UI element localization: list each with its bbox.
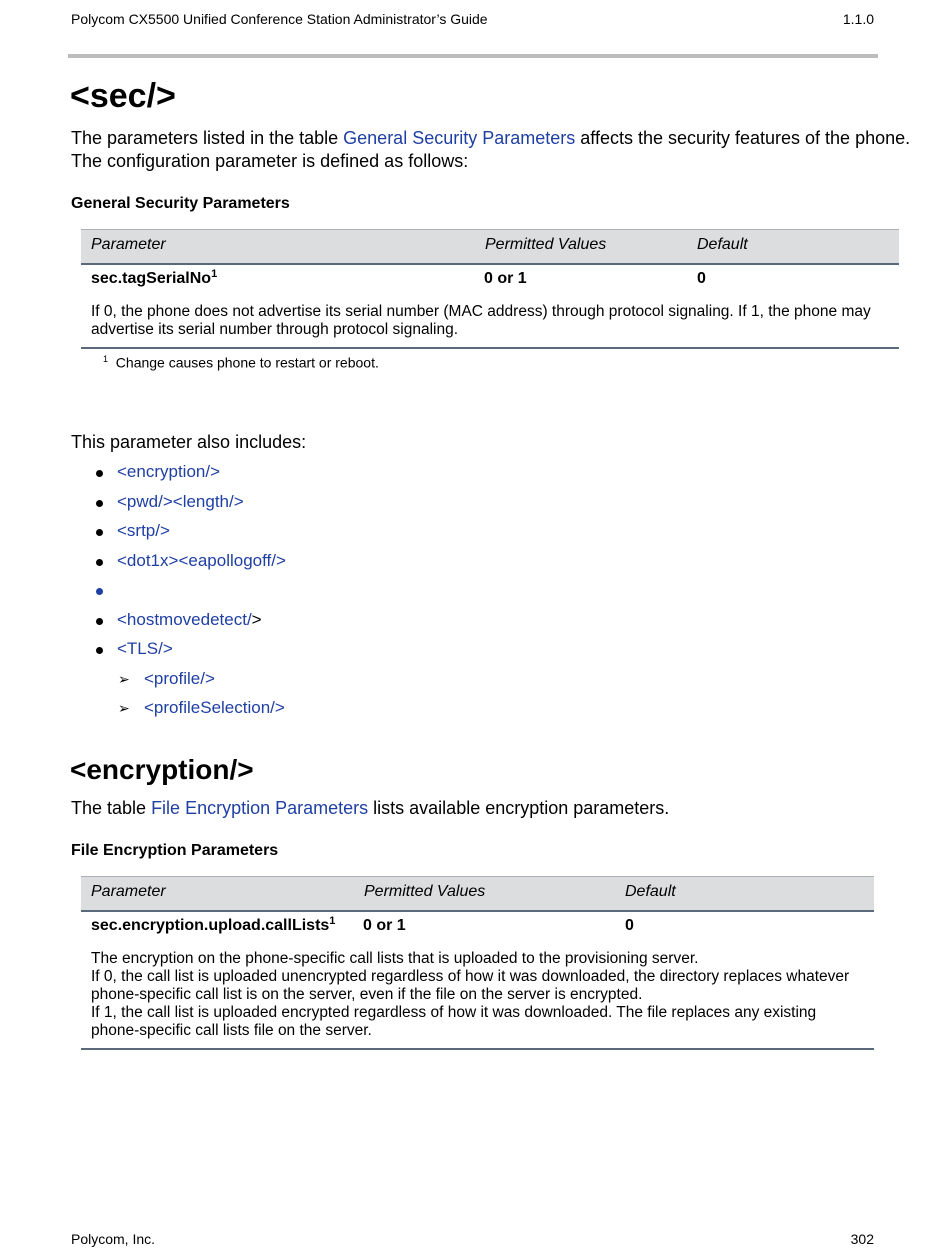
parameter-name: sec.tagSerialNo <box>91 270 212 287</box>
table-row-description <box>91 950 871 1040</box>
footer-company: Polycom, Inc. <box>71 1231 156 1247</box>
list-item <box>117 491 244 513</box>
header-doc-title: Polycom CX5500 Unified Conference Station Administrator’s Guide <box>71 11 488 27</box>
footnote-text: Change causes phone to restart or reboot. <box>115 354 379 371</box>
table-row-parameter <box>91 270 217 288</box>
table-row-permitted: 0 or 1 <box>363 917 406 934</box>
link-file-encryption-parameters[interactable]: File Encryption Parameters <box>151 798 369 818</box>
footer-page-number: 302 <box>850 1231 874 1247</box>
description-line: If 0, the call list is uploaded unencrypted regardless of how it was downloaded, the directory replaces whatever <box>91 968 850 985</box>
sec-intro <box>71 127 911 150</box>
table-row-default: 0 <box>625 917 634 934</box>
table-row-parameter <box>91 917 335 935</box>
description-line: If 0, the phone does not advertise its serial number (MAC address) through protocol signaling. If 1, the phone may <box>91 303 871 320</box>
list-item <box>118 697 285 719</box>
bullet <box>96 559 103 566</box>
column-header-permitted-values: Permitted Values <box>364 883 486 900</box>
header-rule <box>68 54 878 58</box>
encryption-intro-prefix: The table <box>71 798 152 818</box>
table-caption-file-encryption: File Encryption Parameters <box>71 842 279 859</box>
link-general-security-parameters[interactable]: General Security Parameters <box>343 128 576 148</box>
list-item <box>117 520 170 542</box>
column-header-parameter: Parameter <box>91 883 166 900</box>
description-line: The encryption on the phone-specific call lists that is uploaded to the provisioning server. <box>91 950 699 967</box>
table-bottom-rule <box>81 347 899 349</box>
bullet <box>96 470 103 477</box>
arrow-bullet-icon: ➢ <box>118 700 130 716</box>
sec-intro-suffix: affects the security features of the phone. <box>575 128 911 148</box>
includes-intro: This parameter also includes: <box>71 432 307 452</box>
list-item <box>117 638 173 660</box>
footnote-ref: 1 <box>211 268 218 280</box>
list-item <box>117 550 286 572</box>
list-item <box>118 668 215 690</box>
bullet <box>96 588 103 595</box>
table-row-permitted: 0 or 1 <box>484 270 527 287</box>
bullet <box>96 529 103 536</box>
description-line: phone-specific call lists file on the server. <box>91 1022 372 1039</box>
list-item <box>117 461 220 483</box>
link-profile-selection[interactable]: <profileSelection/> <box>144 698 285 717</box>
footnote-number: 1 <box>103 354 109 364</box>
encryption-intro-suffix: lists available encryption parameters. <box>368 798 670 818</box>
description-line: phone-specific call list is on the server, even if the file on the server is encrypted. <box>91 986 643 1003</box>
arrow-bullet-icon: ➢ <box>118 671 130 687</box>
list-item <box>117 609 262 631</box>
link-dot1x-eapollogoff[interactable]: <dot1x><eapollogoff/> <box>117 551 286 570</box>
column-header-default: Default <box>625 883 676 900</box>
table-bottom-rule <box>81 1048 874 1050</box>
table-caption-general-security: General Security Parameters <box>71 195 290 212</box>
column-header-parameter: Parameter <box>91 236 166 253</box>
parameter-name: sec.encryption.upload.callLists <box>91 917 330 934</box>
link-tls[interactable]: <TLS/> <box>117 639 173 658</box>
column-header-permitted-values: Permitted Values <box>485 236 607 253</box>
link-profile[interactable]: <profile/> <box>144 669 215 688</box>
table-row-default: 0 <box>697 270 706 287</box>
bullet <box>96 647 103 654</box>
section-title-sec: <sec/> <box>70 77 176 115</box>
bullet <box>96 618 103 625</box>
table-footnote <box>103 354 379 371</box>
bullet <box>96 500 103 507</box>
footnote-ref: 1 <box>329 915 336 927</box>
link-hostmovedetect[interactable]: <hostmovedetect/ <box>117 610 252 629</box>
column-header-default: Default <box>697 236 748 253</box>
table-row-description <box>91 303 891 339</box>
table-header-file-encryption <box>81 876 874 912</box>
link-srtp[interactable]: <srtp/> <box>117 521 170 540</box>
sec-intro-line2: The configuration parameter is defined as follows: <box>71 151 469 171</box>
header-version: 1.1.0 <box>842 11 874 27</box>
encryption-intro <box>71 797 669 820</box>
table-header-general-security <box>81 229 899 265</box>
section-title-encryption: <encryption/> <box>70 754 254 785</box>
link-pwd-length[interactable]: <pwd/><length/> <box>117 492 244 511</box>
sec-intro-prefix: The parameters listed in the table <box>71 128 344 148</box>
link-encryption[interactable]: <encryption/> <box>117 462 221 481</box>
link-tail: > <box>251 610 262 629</box>
description-line: If 1, the call list is uploaded encrypted regardless of how it was downloaded. The file replaces any existing <box>91 1004 817 1021</box>
description-line: advertise its serial number through protocol signaling. <box>91 321 459 338</box>
